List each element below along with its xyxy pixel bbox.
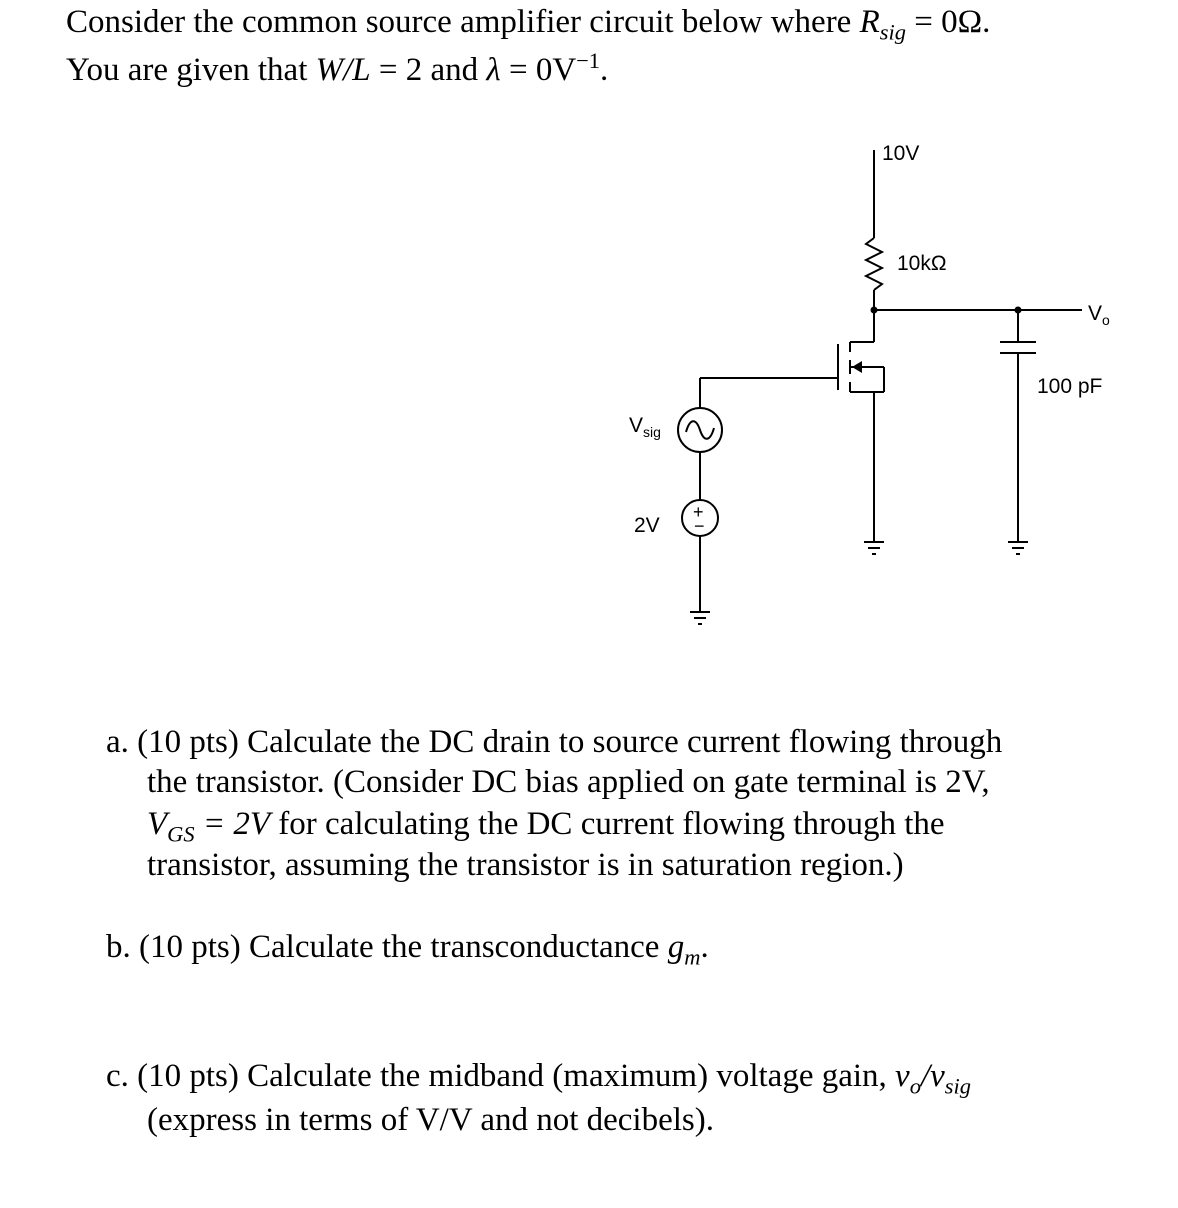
question-a-line-1: a. (10 pts) Calculate the DC drain to source current flowing through <box>106 724 1003 760</box>
gain-symbol: $v_o/v_{sig}$ <box>895 1058 971 1099</box>
lambda-symbol: λ <box>486 52 501 88</box>
question-c-line-1 <box>106 1058 971 1099</box>
vgs-symbol: $V_{GS}$ <box>147 806 195 847</box>
wl-symbol: W/L <box>315 52 371 88</box>
ground-icon-source <box>864 542 884 554</box>
intro-line-1-text: Consider the common source amplifier circuit below where <box>66 4 860 40</box>
mosfet-arrow-icon <box>852 361 862 373</box>
rsig-value: = 0Ω. <box>905 4 991 40</box>
sine-wave-icon <box>686 421 714 439</box>
lambda-value: = $0V^{-1}$. <box>500 48 609 88</box>
question-b: b. (10 pts) Calculate the transconductance $g_m$. <box>106 929 709 970</box>
output-node-dot <box>1015 307 1022 314</box>
question-a-line-2: the transistor. (Consider DC bias applied on gate terminal is 2V, <box>147 764 990 800</box>
drain-resistor-label: 10kΩ <box>897 252 947 275</box>
ground-icon-capacitor <box>1008 542 1028 554</box>
question-c-line-2: (express in terms of V/V and not decibels). <box>147 1102 714 1138</box>
intro-line-2-text: You are given that <box>66 52 316 88</box>
wl-value: = 2 and <box>370 52 487 88</box>
question-a-line-3-text: for calculating the DC current flowing through the <box>270 806 945 842</box>
ground-icon-bias <box>690 612 710 624</box>
question-a-line-3 <box>147 806 945 847</box>
minus-sign: − <box>694 516 705 536</box>
vgs-value: = 2V <box>194 806 271 842</box>
drain-node-dot <box>871 307 878 314</box>
question-b-text: b. (10 pts) Calculate the transconductance <box>106 929 668 965</box>
question-c-text: c. (10 pts) Calculate the midband (maximum) voltage gain, <box>106 1058 896 1094</box>
vsig-label: $V_{sig}$ <box>629 414 661 440</box>
vdd-label: 10V <box>882 142 920 165</box>
capacitor-label: 100 pF <box>1037 375 1103 398</box>
drain-resistor <box>866 238 882 290</box>
gm-symbol: $g_m$ <box>667 929 701 970</box>
rsig-symbol: $R_{sig}$ <box>859 4 906 45</box>
vout-label: $V_o$ <box>1088 302 1110 328</box>
question-a-line-4: transistor, assuming the transistor is in saturation region.) <box>147 847 904 883</box>
vbias-label: 2V <box>634 514 660 537</box>
plus-sign: + <box>693 502 704 522</box>
